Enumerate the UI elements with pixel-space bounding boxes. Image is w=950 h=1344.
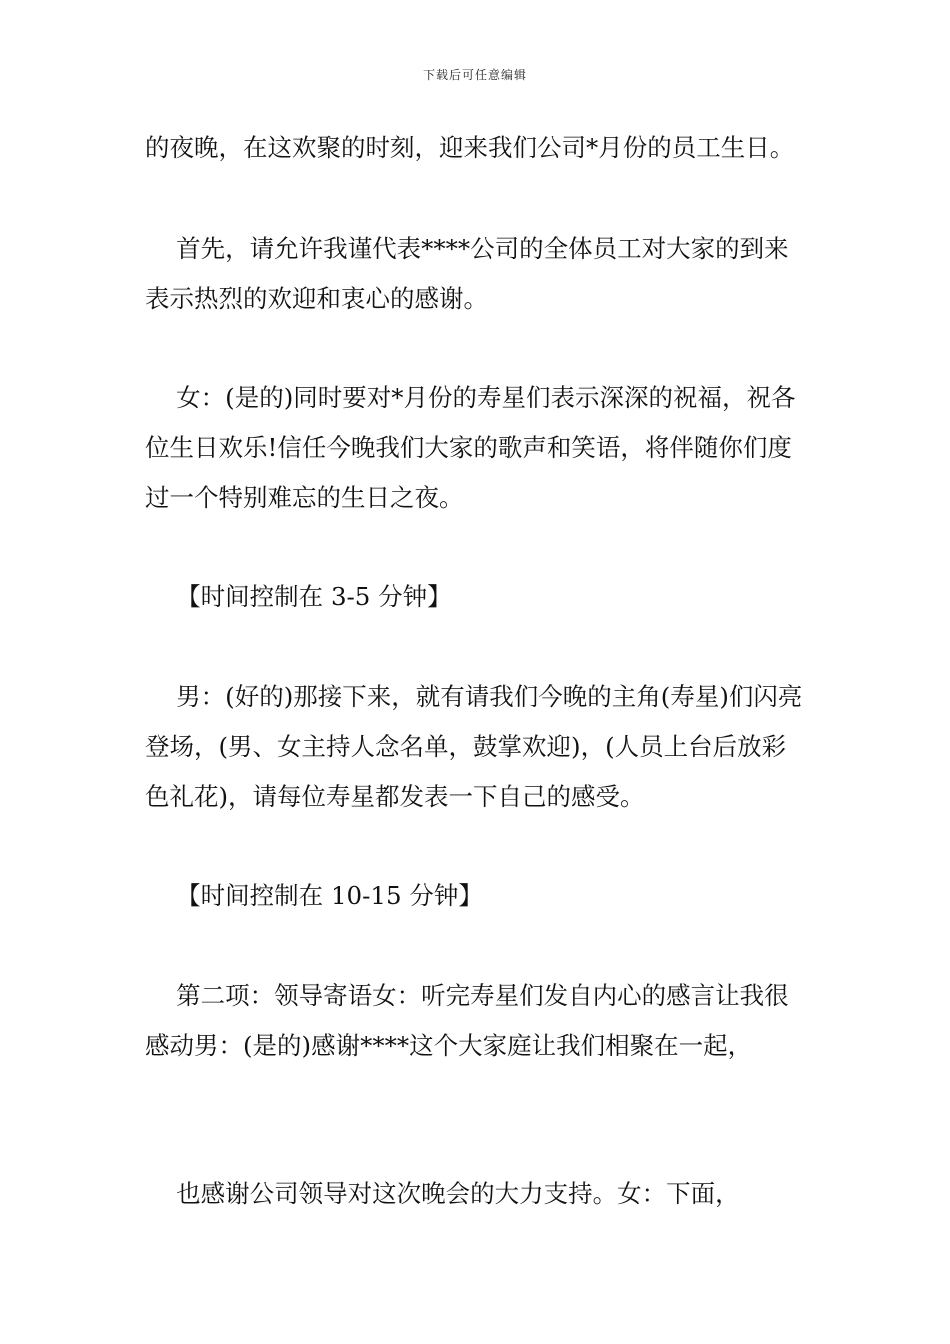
paragraph-1: 的夜晚，在这欢聚的时刻，迎来我们公司*月份的员工生日。 — [145, 133, 795, 162]
paragraph-7: 第二项：领导寄语女：听完寿星们发自内心的感言让我很感动男：(是的)感谢****这个大家庭让我们相聚在一起， — [145, 981, 789, 1060]
paragraph-4: 【时间控制在 3-5 分钟】 — [145, 582, 452, 611]
paragraph-2: 首先，请允许我谨代表****公司的全体员工对大家的到来表示热烈的欢迎和衷心的感谢。 — [145, 234, 789, 313]
paragraph-5: 男：(好的)那接下来，就有请我们今晚的主角(寿星)们闪亮登场，(男、女主持人念名单，鼓掌欢迎)，(人员上台后放彩色礼花)，请每位寿星都发表一下自己的感受。 — [145, 682, 803, 811]
header-note: 下载后可任意编辑 — [422, 68, 527, 82]
paragraph-3: 女：(是的)同时要对*月份的寿星们表示深深的祝福，祝各位生日欢乐!信任今晚我们大家的歌声和笑语，将伴随你们度过一个特别难忘的生日之夜。 — [145, 383, 796, 512]
paragraph-8: 也感谢公司领导对这次晚会的大力支持。女：下面， — [145, 1179, 740, 1208]
paragraph-6: 【时间控制在 10-15 分钟】 — [145, 881, 483, 910]
